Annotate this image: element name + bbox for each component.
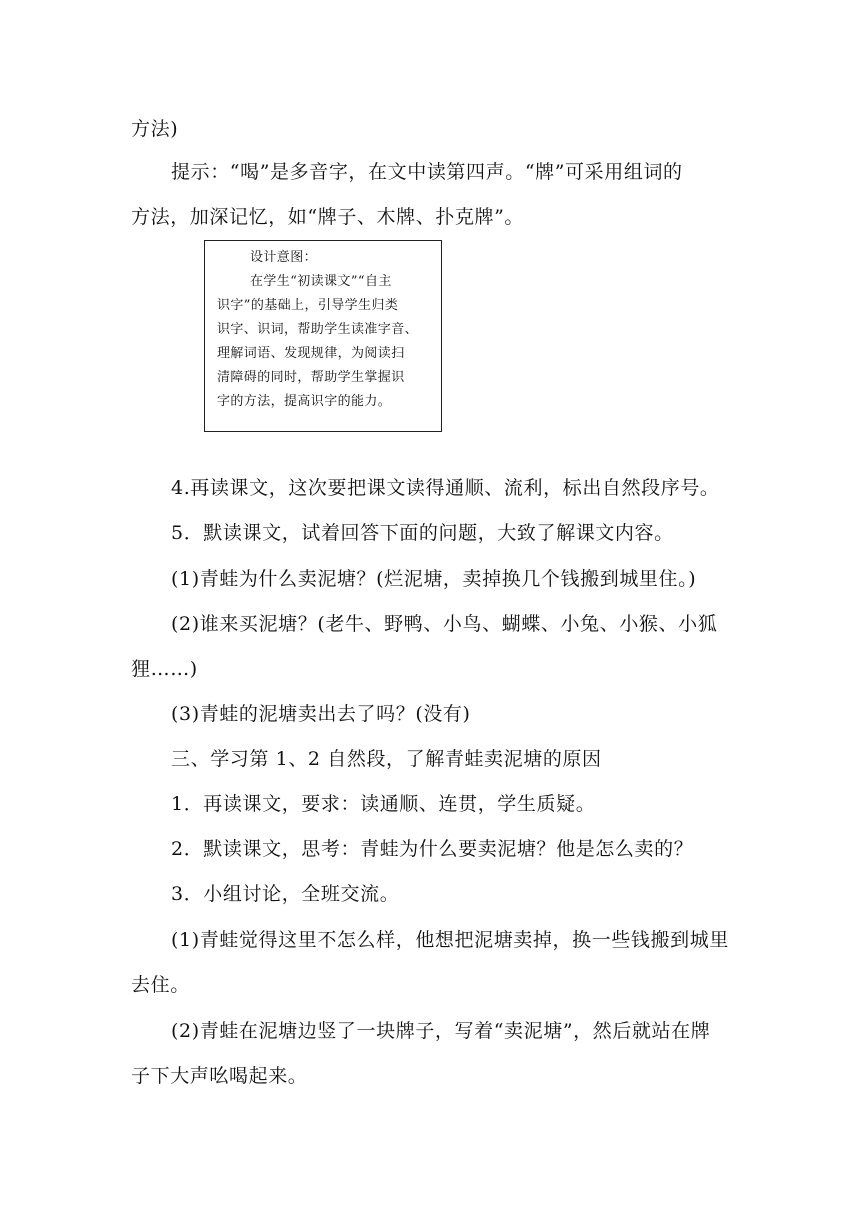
question-paragraph: (3)青蛙的泥塘卖出去了吗？(没有) [171,703,471,725]
answer-paragraph: (2)青蛙在泥塘边竖了一块牌子，写着“卖泥塘”，然后就站在牌 [171,1020,711,1042]
step-paragraph: 2．默读课文，思考：青蛙为什么要卖泥塘？他是怎么卖的？ [171,838,694,860]
paragraph-line: 方法) [131,118,179,140]
step-paragraph: 5．默读课文，试着回答下面的问题，大致了解课文内容。 [171,522,674,544]
hint-paragraph-line: 提示：“喝”是多音字，在文中读第四声。“牌”可采用组词的 [171,161,683,183]
hint-paragraph-line: 方法，加深记忆，如“牌子、木牌、扑克牌”。 [131,206,525,228]
design-intent-line: 识字、识词，帮助学生读准字音、 [217,322,419,337]
answer-paragraph: 子下大声吆喝起来。 [131,1065,308,1087]
question-paragraph: (2)谁来买泥塘？(老牛、野鸭、小鸟、蝴蝶、小兔、小猴、小狐 [171,613,718,635]
question-paragraph: (1)青蛙为什么卖泥塘？(烂泥塘，卖掉换几个钱搬到城里住。) [171,568,697,590]
step-paragraph: 1．再读课文，要求：读通顺、连贯，学生质疑。 [171,793,596,815]
design-intent-line: 清障碍的同时，帮助学生掌握识 [217,370,405,385]
design-intent-line: 理解词语、发现规律，为阅读扫 [217,346,405,361]
design-intent-box [204,240,442,432]
design-intent-line: 识字”的基础上，引导学生归类 [217,298,399,313]
section-heading: 三、学习第 1、2 自然段，了解青蛙卖泥塘的原因 [171,748,602,770]
step-paragraph: 3．小组讨论，全班交流。 [171,883,400,905]
step-paragraph: 4.再读课文，这次要把课文读得通顺、流利，标出自然段序号。 [171,477,720,499]
question-paragraph: 狸……) [131,658,198,680]
design-intent-title: 设计意图： [250,250,318,265]
answer-paragraph: (1)青蛙觉得这里不怎么样，他想把泥塘卖掉，换一些钱搬到城里 [171,929,729,951]
answer-paragraph: 去住。 [131,974,190,996]
design-intent-line: 在学生“初读课文”“自主 [250,274,392,289]
design-intent-line: 字的方法，提高识字的能力。 [217,394,392,409]
